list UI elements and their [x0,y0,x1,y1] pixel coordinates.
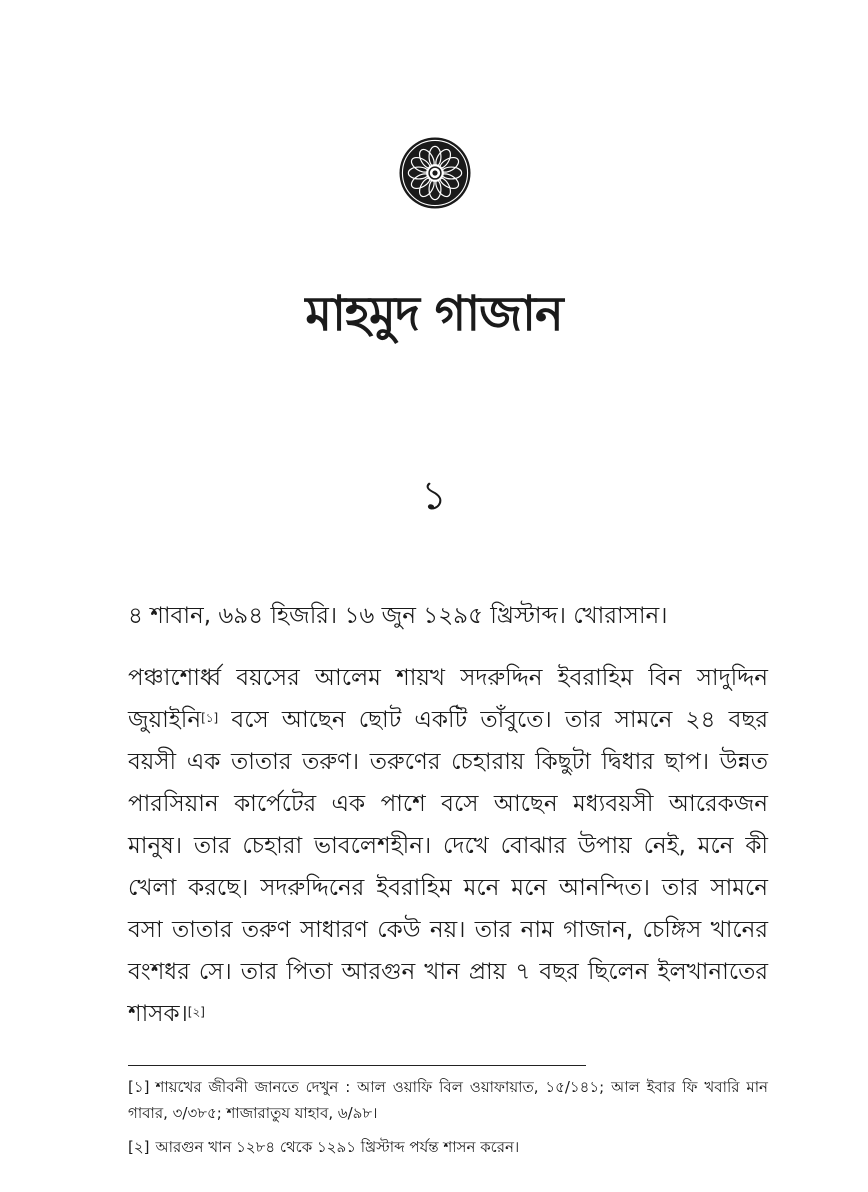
footnotes [128,1074,768,1168]
dateline: ৪ শাবান, ৬৯৪ হিজরি। ১৬ জুন ১২৯৫ খ্রিস্টাব্দ। খোরাসান। [128,603,668,629]
chapter-number: ১ [421,473,447,519]
footnote-marker: [১] [128,1078,150,1096]
rosette-ornament-icon [398,136,472,210]
chapter-title: মাহমুদ গাজান [305,286,563,342]
footnote-ref-2[interactable]: [২] [187,1005,205,1019]
paragraph-text-part2: বসে আছেন ছোট একটি তাঁবুতে। তার সামনে ২৪ বছর বয়সী এক তাতার তরুণ। তরুণের চেহারায় কিছুটা দ্বিধার ছাপ। উন্নত পারসিয়ান কার্পেটের এক পাশে বসে আছেন মধ্যবয়সী আরেকজন মানুষ। তার চেহারা ভাবলেশহীন। দেখে বোঝার উপায় নেই, মনে কী খেলা করছে। সদরুদ্দিনের ইবরাহিম মনে মনে আনন্দিত। তার সামনে বসা তাতার তরুণ সাধারণ কেউ নয়। তার নাম গাজান, চেঙ্গিস খানের বংশধর সে। তার পিতা আরগুন খান প্রায় ৭ বছর ছিলেন ইলখানাতের শাসক। [128,707,768,1027]
footnote-1 [128,1074,768,1126]
body-paragraph [128,657,768,1035]
paragraph-text-part1: পঞ্চাশোর্ধ্ব বয়সের আলেম শায়খ সদরুদ্দিন ইবরাহিম বিন সাদুদ্দিন জুয়াইনি [128,665,768,733]
footnote-marker: [২] [128,1138,150,1156]
footnote-text: আরগুন খান ১২৮৪ থেকে ১২৯১ খ্রিস্টাব্দ পর্যন্ত শাসন করেন। [155,1138,520,1156]
footnote-ref-1[interactable]: [১] [201,711,219,725]
footnote-divider [128,1065,586,1066]
footnote-text: শায়খের জীবনী জানতে দেখুন : আল ওয়াফি বিল ওয়াফায়াত, ১৫/১৪১; আল ইবার ফি খবারি মান গাবার, ৩/৩৮৫; শাজারাতুয যাহাব, ৬/৯৮। [128,1078,768,1122]
footnote-2 [128,1134,768,1160]
